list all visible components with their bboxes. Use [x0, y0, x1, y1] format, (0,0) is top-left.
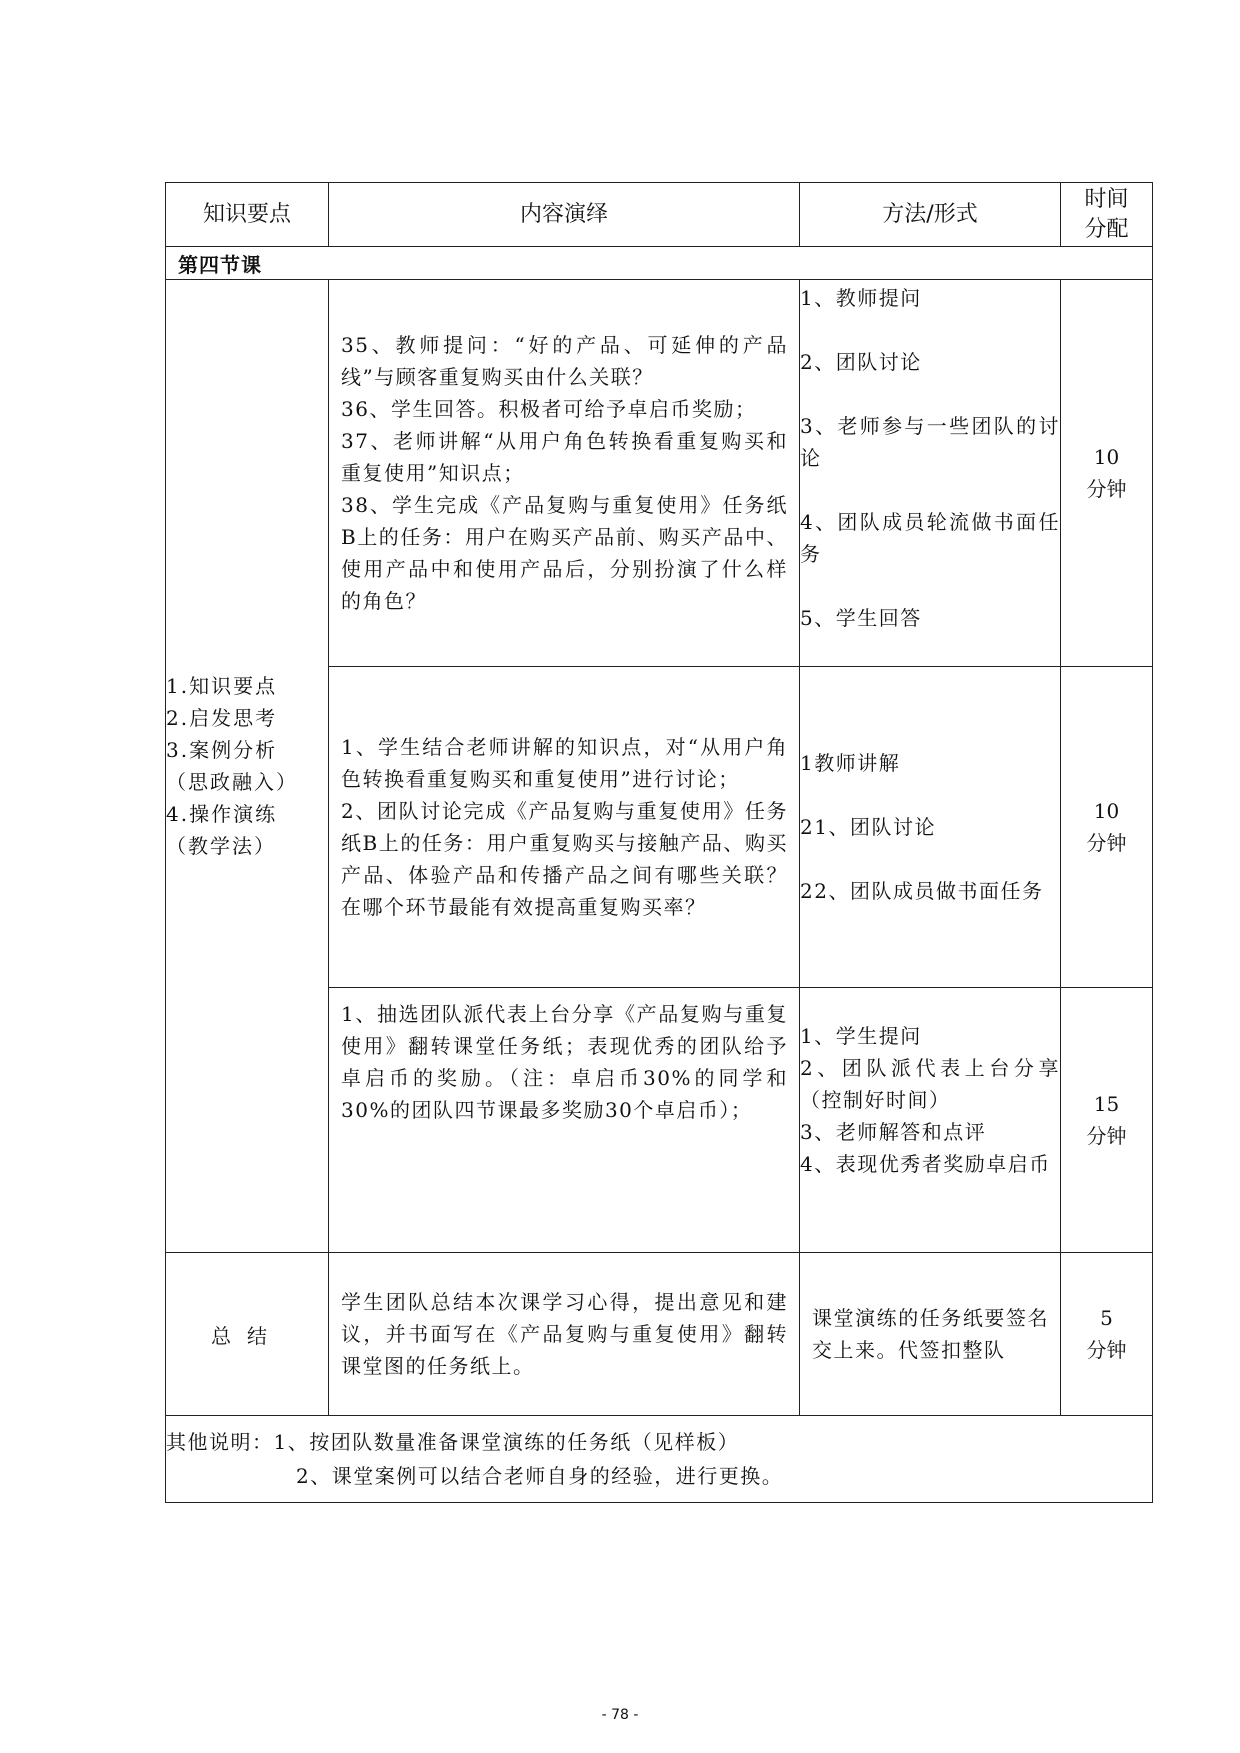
knowledge-point: 3.案例分析 — [166, 738, 278, 762]
content-text: 35、教师提问：“好的产品、可延伸的产品线”与顾客重复购买由什么关联？ 36、学生回答。积极者可给予卓启币奖励； 37、老师讲解“从用户角色转换看重复购买和重复使用”知识点； 38、学生完成《产品复购与重复使用》任务纸B上的任务：用户在购买产品前、购买产品中、使用产品中和使用产品后，分别扮演了什么样的角色？ — [341, 333, 788, 613]
activity-row-1 — [166, 280, 1153, 667]
content-cell — [329, 988, 800, 1253]
knowledge-points-cell — [166, 280, 329, 1253]
method-item: 4、团队成员轮流做书面任务 — [800, 510, 1060, 566]
header-row — [166, 183, 1153, 247]
knowledge-point: （思政融入） — [166, 770, 298, 794]
knowledge-point: （教学法） — [166, 834, 276, 858]
method-cell — [800, 988, 1061, 1253]
method-item: 21、团队讨论 — [800, 815, 936, 839]
lesson-plan-table — [165, 182, 1153, 1503]
summary-content-cell — [329, 1253, 800, 1416]
time-cell: 10 分钟 — [1061, 667, 1153, 988]
notes-line-2: 2、课堂案例可以结合老师自身的经验，进行更换。 — [296, 1464, 784, 1488]
knowledge-point: 1.知识要点 — [166, 674, 278, 698]
content-text: 1、抽选团队派代表上台分享《产品复购与重复使用》翻转课堂任务纸；表现优秀的团队给予卓启币的奖励。（注：卓启币30%的同学和30%的团队四节课最多奖励30个卓启币）； — [341, 1002, 788, 1122]
knowledge-point: 2.启发思考 — [166, 706, 278, 730]
time-cell: 15 分钟 — [1061, 988, 1153, 1253]
time-cell: 10 分钟 — [1061, 280, 1153, 667]
method-item: 3、老师参与一些团队的讨论 — [800, 414, 1060, 470]
method-item: 4、表现优秀者奖励卓启币 — [800, 1152, 1051, 1176]
method-item: 5、学生回答 — [800, 606, 922, 630]
knowledge-point: 4.操作演练 — [166, 802, 278, 826]
content-text: 1、学生结合老师讲解的知识点，对“从用户角色转换看重复购买和重复使用”进行讨论； 2、团队讨论完成《产品复购与重复使用》任务纸B上的任务：用户重复购买与接触产品、购买产品、体验产品和传播产品之间有哪些关联？在哪个环节最能有效提高重复购买率？ — [341, 735, 788, 919]
notes-line-1: 其他说明：1、按团队数量准备课堂演练的任务纸（见样板） — [166, 1430, 740, 1454]
header-content: 内容演绎 — [329, 183, 800, 247]
content-cell — [329, 667, 800, 988]
method-cell — [800, 667, 1061, 988]
summary-method-cell — [800, 1253, 1061, 1416]
section-row — [166, 247, 1153, 280]
method-list — [800, 988, 1060, 1180]
method-item: 1、教师提问 — [800, 286, 922, 310]
page-number: - 78 - — [601, 1707, 639, 1723]
header-time: 时间 分配 — [1061, 183, 1153, 247]
summary-method: 课堂演练的任务纸要签名交上来。代签扣整队 — [812, 1306, 1049, 1362]
summary-label: 总结 — [166, 1253, 329, 1416]
header-knowledge: 知识要点 — [166, 183, 329, 247]
summary-time: 5 分钟 — [1061, 1253, 1153, 1416]
method-item: 2、团队派代表上台分享（控制好时间） — [800, 1056, 1060, 1112]
method-item: 1教师讲解 — [800, 751, 901, 775]
method-item: 3、老师解答和点评 — [800, 1120, 987, 1144]
content-cell — [329, 280, 800, 667]
summary-row — [166, 1253, 1153, 1416]
notes-cell — [166, 1416, 1153, 1503]
method-item: 1、学生提问 — [800, 1024, 922, 1048]
method-item: 2、团队讨论 — [800, 350, 922, 374]
method-cell — [800, 280, 1061, 667]
notes-row — [166, 1416, 1153, 1503]
header-method: 方法/形式 — [800, 183, 1061, 247]
method-list — [800, 747, 1060, 907]
section-title: 第四节课 — [166, 247, 1153, 280]
method-item: 22、团队成员做书面任务 — [800, 879, 1044, 903]
method-list — [800, 280, 1060, 634]
summary-content: 学生团队总结本次课学习心得，提出意见和建议，并书面写在《产品复购与重复使用》翻转课堂图的任务纸上。 — [341, 1290, 788, 1378]
